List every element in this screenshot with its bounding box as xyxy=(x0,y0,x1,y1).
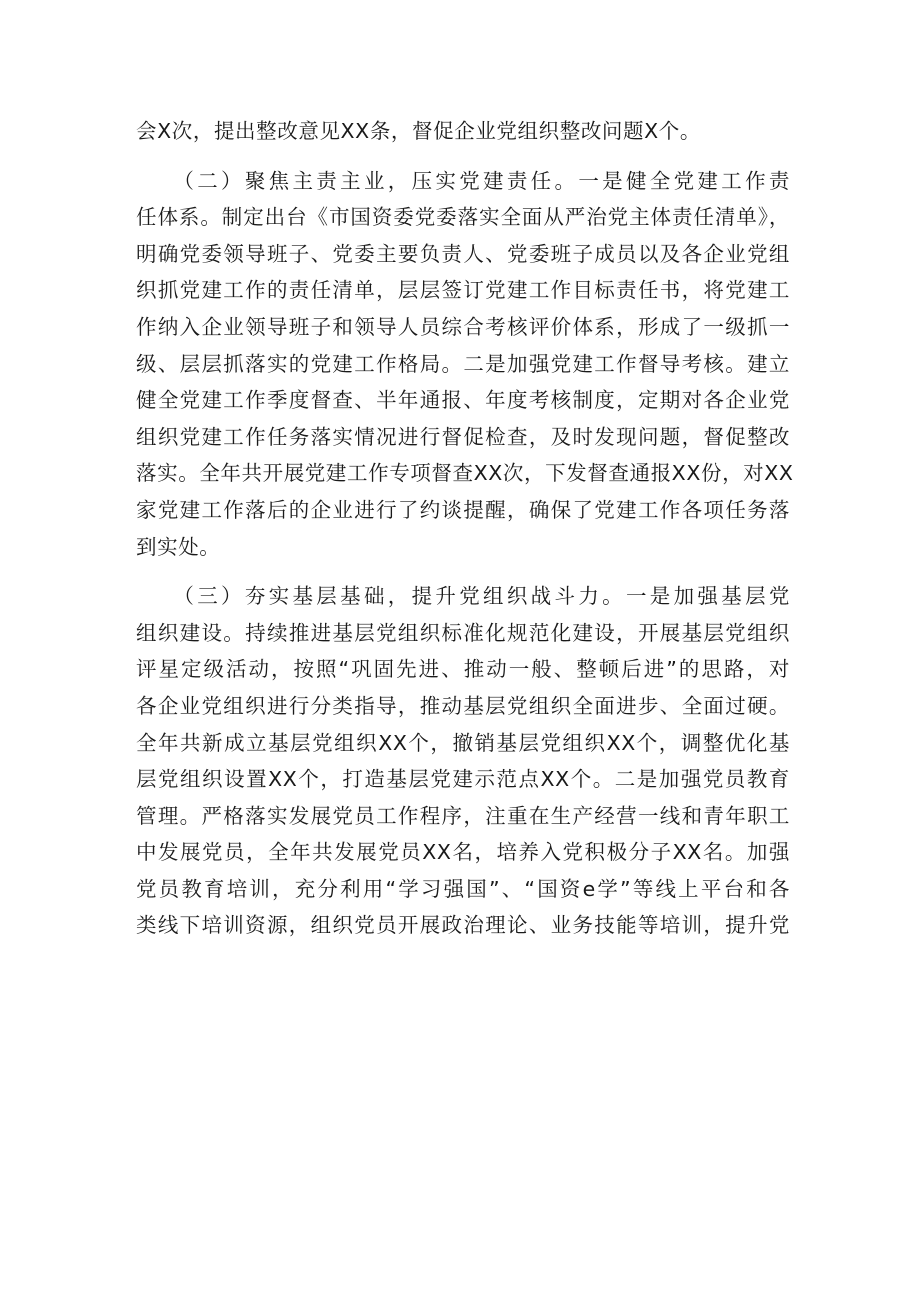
text-line: 落实。全年共开展党建工作专项督查XX次，下发督查通报XX份，对XX xyxy=(136,461,794,486)
text-line: （二）聚焦主责主业，压实党建责任。一是健全党建工作责 xyxy=(136,168,790,193)
text-line: 织抓党建工作的责任清单，层层签订党建工作目标责任书，将党建工 xyxy=(136,278,790,303)
text-line: 家党建工作落后的企业进行了约谈提醒，确保了党建工作各项任务落 xyxy=(136,497,790,522)
text-line: 会X次，提出整改意见XX条，督促企业党组织整改问题X个。 xyxy=(136,119,701,143)
text-line: 类线下培训资源，组织党员开展政治理论、业务技能等培训，提升党 xyxy=(136,913,790,938)
document-body xyxy=(136,113,794,944)
paragraph-2 xyxy=(136,163,794,566)
paragraph-1 xyxy=(136,113,790,150)
text-line: （三）夯实基层基础，提升党组织战斗力。一是加强基层党 xyxy=(136,584,790,609)
text-line: 组织建设。持续推进基层党组织标准化规范化建设，开展基层党组织 xyxy=(136,620,790,645)
text-line: 任体系。制定出台《市国资委党委落实全面从严治党主体责任清单》， xyxy=(136,205,790,230)
text-line: 管理。严格落实发展党员工作程序，注重在生产经营一线和青年职工 xyxy=(136,803,790,828)
text-line: 各企业党组织进行分类指导，推动基层党组织全面进步、全面过硬。 xyxy=(136,693,790,718)
text-line: 健全党建工作季度督查、半年通报、年度考核制度，定期对各企业党 xyxy=(136,388,790,413)
text-line: 评星定级活动，按照“巩固先进、推动一般、整顿后进”的思路，对 xyxy=(136,657,790,682)
text-line: 级、层层抓落实的党建工作格局。二是加强党建工作督导考核。建立 xyxy=(136,351,790,376)
text-line: 作纳入企业领导班子和领导人员综合考核评价体系，形成了一级抓一 xyxy=(136,314,790,339)
text-line: 明确党委领导班子、党委主要负责人、党委班子成员以及各企业党组 xyxy=(136,241,790,266)
text-line: 全年共新成立基层党组织XX个，撤销基层党组织XX个，调整优化基 xyxy=(136,730,790,755)
paragraph-gap xyxy=(136,150,790,163)
text-line: 党员教育培训，充分利用“学习强国”、“国资e学”等线上平台和各 xyxy=(136,876,790,901)
text-line: 层党组织设置XX个，打造基层党建示范点XX个。二是加强党员教育 xyxy=(136,767,790,792)
paragraph-gap xyxy=(136,565,790,578)
text-line: 中发展党员，全年共发展党员XX名，培养入党积极分子XX名。加强 xyxy=(136,840,790,865)
paragraph-3 xyxy=(136,578,790,944)
text-line: 组织党建工作任务落实情况进行督促检查，及时发现问题，督促整改 xyxy=(136,424,790,449)
text-line: 到实处。 xyxy=(136,534,221,559)
